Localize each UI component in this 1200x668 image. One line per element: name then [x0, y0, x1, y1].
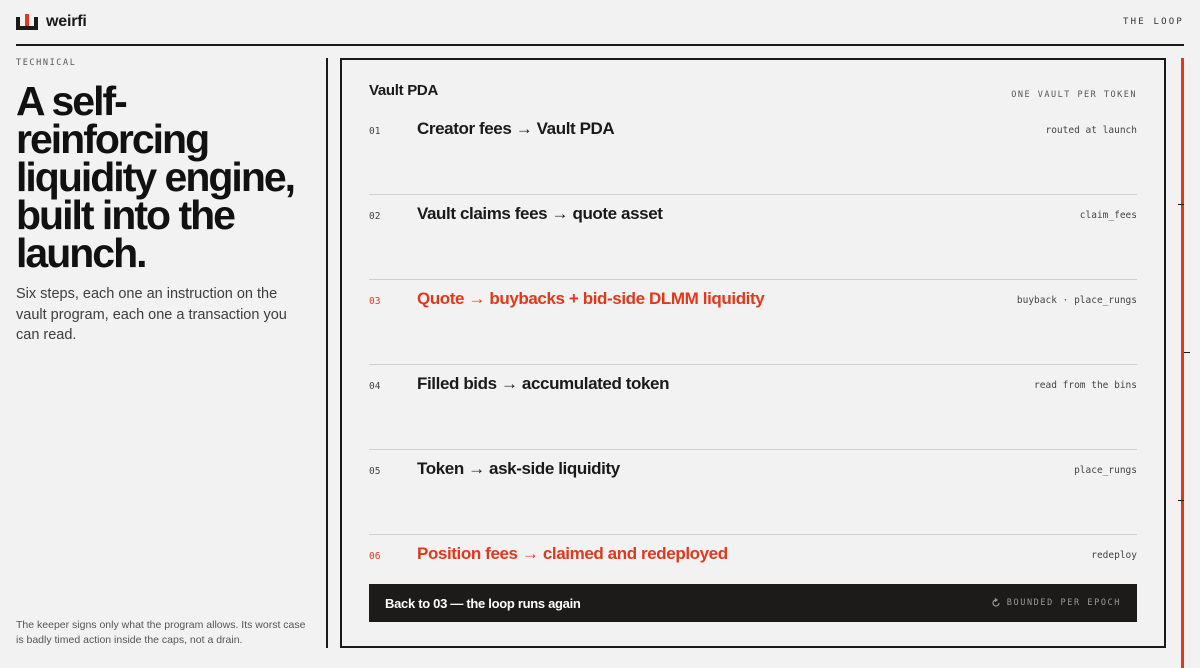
column-divider [326, 58, 328, 648]
step-tag: redeploy [1091, 550, 1137, 561]
site-header [16, 0, 1184, 46]
rail-tick [1178, 500, 1184, 501]
loop-meta-label: BOUNDED PER EPOCH [1006, 598, 1121, 608]
step-tag: read from the bins [1034, 380, 1137, 391]
step-label: Creator fees → Vault PDA [417, 119, 615, 138]
step-row-02 [369, 195, 1137, 280]
step-row-04 [369, 365, 1137, 450]
weirfi-logo-icon [16, 14, 38, 30]
step-label: Token → ask-side liquidity [417, 459, 620, 478]
step-row-05 [369, 450, 1137, 535]
intro-lede: Six steps, each one an instruction on the vault program, each one a transaction you can read. [16, 286, 287, 343]
brand[interactable] [16, 13, 87, 31]
step-number: 06 [369, 551, 381, 562]
rail-tick [1184, 352, 1190, 353]
step-number: 05 [369, 466, 381, 477]
step-row-01 [369, 110, 1137, 195]
page-headline: A self-reinforcing liquidity engine, built into the launch. [16, 78, 295, 276]
step-list [369, 110, 1137, 620]
step-tag: buyback · place_rungs [1016, 295, 1137, 306]
brand-name: weirfi [46, 13, 87, 30]
card-title: Vault PDA [369, 82, 438, 99]
loop-arrow-icon [991, 598, 1001, 608]
step-label: Vault claims fees → quote asset [417, 204, 663, 223]
step-label: Filled bids → accumulated token [417, 374, 670, 393]
step-row-03 [369, 280, 1137, 365]
section-eyebrow: TECHNICAL [16, 58, 77, 68]
loop-meta [991, 598, 1121, 608]
step-number: 03 [369, 296, 381, 307]
progress-rail [1181, 58, 1184, 668]
step-tag: routed at launch [1045, 125, 1137, 136]
card-meta: ONE VAULT PER TOKEN [1011, 90, 1137, 100]
step-number: 02 [369, 211, 381, 222]
step-label: Quote → buybacks + bid-side DLMM liquidity [417, 289, 765, 308]
step-label: Position fees → claimed and redeployed [417, 544, 728, 563]
keeper-footnote: The keeper signs only what the program allows. Its worst case is badly timed action inside the caps, not a drain. [16, 619, 306, 646]
intro-column [16, 46, 306, 668]
loop-bar [369, 584, 1137, 622]
step-number: 04 [369, 381, 381, 392]
rail-tick [1178, 204, 1184, 205]
step-tag: place_rungs [1074, 465, 1137, 476]
loop-text: Back to 03 — the loop runs again [385, 595, 581, 611]
vault-pda-card [340, 58, 1166, 648]
step-number: 01 [369, 126, 381, 137]
step-tag: claim_fees [1079, 210, 1137, 221]
nav-the-loop[interactable]: THE LOOP [1123, 17, 1184, 27]
